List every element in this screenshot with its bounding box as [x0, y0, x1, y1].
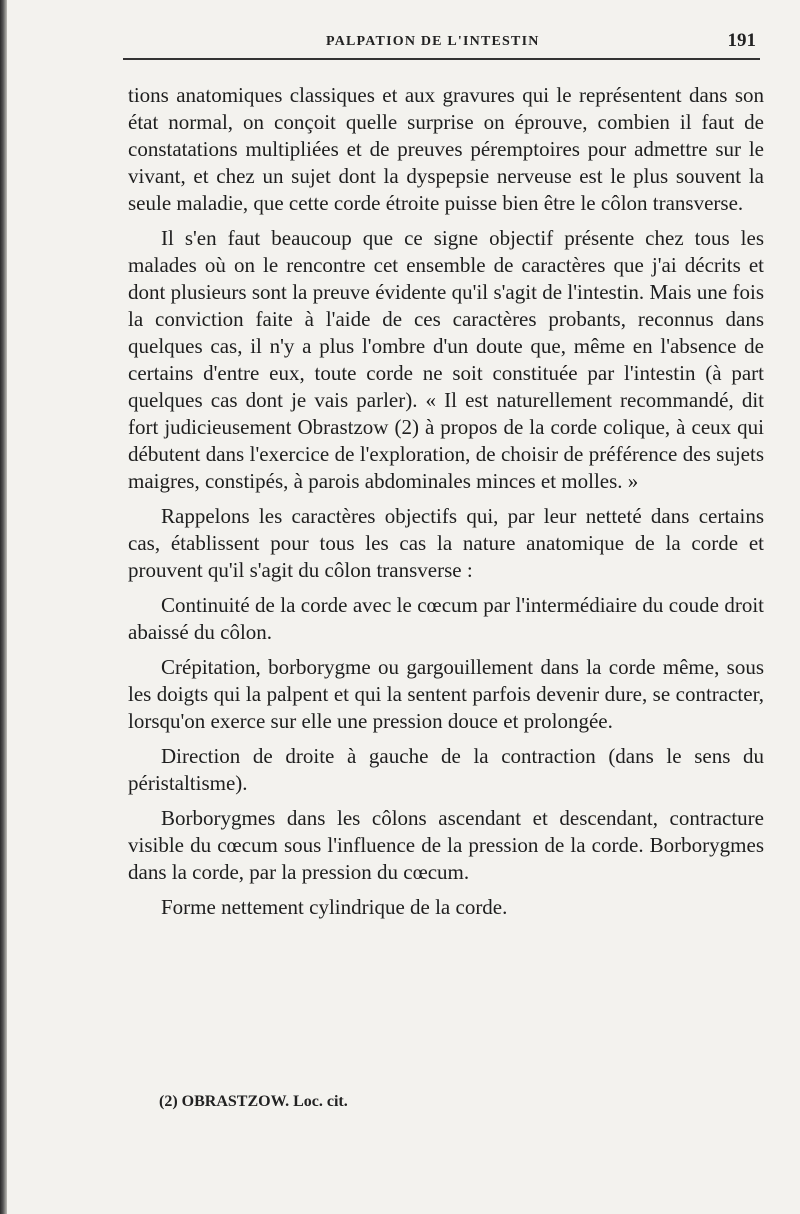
- body-text: [128, 82, 764, 921]
- paragraph-1: tions anatomiques classiques et aux gravures qui le représentent dans son état normal, on conçoit quelle surprise on éprouve, combien il faut de constatations multipliées et de preuves péremptoires pour admettre sur le vivant, et chez un sujet dont la dyspepsie nerveuse est le plus souvent la seule maladie, que cette corde étroite puisse bien être le côlon transverse.: [128, 83, 764, 215]
- page-header: [0, 30, 800, 60]
- running-title: PALPATION DE L'INTESTIN: [326, 34, 540, 49]
- footnote: (2) OBRASTZOW. Loc. cit.: [159, 1093, 348, 1110]
- paragraph-6: Direction de droite à gauche de la contraction (dans le sens du péristaltisme).: [128, 744, 764, 795]
- paragraph-5: Crépitation, borborygme ou gargouillement dans la corde même, sous les doigts qui la palpent et qui la sentent parfois devenir dure, se contracter, lorsqu'on exerce sur elle une pression douce et prolongée.: [128, 655, 764, 733]
- paragraph-2: Il s'en faut beaucoup que ce signe objectif présente chez tous les malades où on le rencontre cet ensemble de caractères que j'ai décrits et dont plusieurs sont la preuve évidente qu'il s'agit de l'intestin. Mais une fois la conviction faite à l'aide de ces caractères probants, reconnus dans quelques cas, il n'y a plus l'ombre d'un doute que, même en l'absence de certains d'entre eux, toute corde ne soit constituée par l'intestin (à part quelques cas dont je vais parler). « Il est naturellement recommandé, dit fort judicieusement Obrastzow (2) à propos de la corde colique, à ceux qui débutent dans l'exercice de l'exploration, de choisir de préférence des sujets maigres, constipés, à parois abdominales minces et molles. »: [128, 226, 764, 493]
- header-rule: [123, 58, 760, 60]
- paragraph-7: Borborygmes dans les côlons ascendant et descendant, contracture visible du cœcum sous l'influence de la pression de la corde. Borborygmes dans la corde, par la pression du cœcum.: [128, 806, 764, 884]
- page-number: 191: [727, 30, 756, 51]
- page-binding-edge: [0, 0, 7, 1214]
- paragraph-8: Forme nettement cylindrique de la corde.: [161, 895, 508, 919]
- paragraph-4: Continuité de la corde avec le cœcum par l'intermédiaire du coude droit abaissé du côlon.: [128, 593, 764, 644]
- paragraph-3: Rappelons les caractères objectifs qui, par leur netteté dans certains cas, établissent pour tous les cas la nature anatomique de la corde et prouvent qu'il s'agit du côlon transverse :: [128, 504, 764, 582]
